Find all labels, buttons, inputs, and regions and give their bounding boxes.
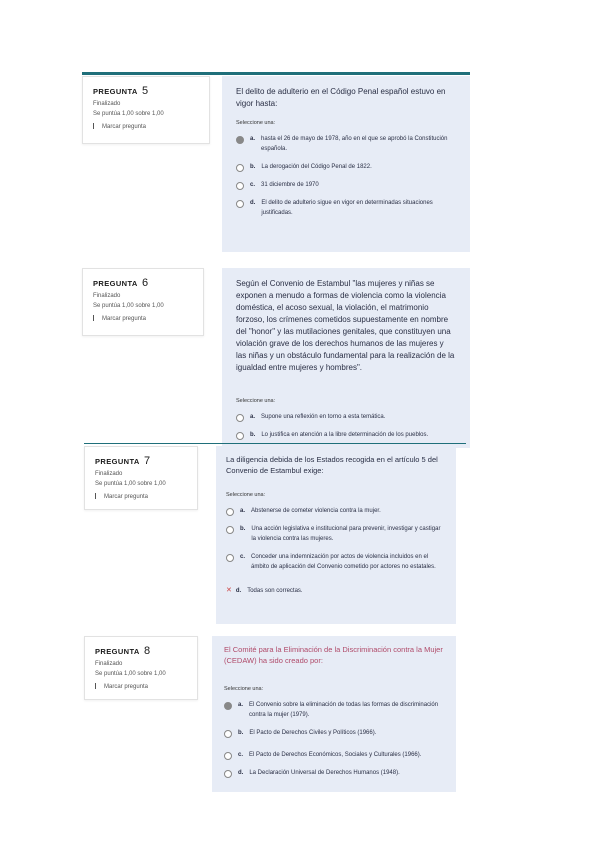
question-content-6 (222, 268, 470, 448)
flag-question-link[interactable]: Marcar pregunta (95, 683, 187, 690)
radio-button[interactable] (236, 200, 244, 208)
answer-option[interactable]: c. 31 diciembre de 1970 (236, 180, 456, 190)
flag-icon (95, 493, 101, 499)
radio-button[interactable] (226, 508, 234, 516)
select-one-label: Seleccione una: (224, 686, 264, 692)
question-status: Finalizado (93, 293, 121, 299)
page-separator (84, 443, 466, 444)
radio-button[interactable] (236, 164, 244, 172)
question-content-5 (222, 76, 470, 252)
radio-button[interactable] (224, 752, 232, 760)
radio-button[interactable] (236, 136, 244, 144)
top-accent-line (82, 72, 470, 75)
question-score: Se puntúa 1,00 sobre 1,00 (93, 303, 164, 309)
flag-icon (93, 123, 99, 129)
question-content-7 (216, 446, 456, 624)
question-score: Se puntúa 1,00 sobre 1,00 (93, 111, 164, 117)
question-title: PREGUNTA 8 (95, 645, 151, 657)
question-text: La diligencia debida de los Estados recogida en el artículo 5 del Convenio de Estambul exige: (226, 455, 438, 475)
question-text: Según el Convenio de Estambul "las mujeres y niñas se exponen a menudo a formas de violencia como la violencia doméstica, el acoso sexual, la violación, el matrimonio forzoso, los crímenes cometidos supuestamente en nombre del "honor" y las mutilaciones genitales, que constituyen una violación grave de los derechos humanos de las mujeres y las niñas y un obstáculo fundamental para la realización de la igualdad entre mujeres y hombres". (236, 279, 455, 372)
question-status: Finalizado (93, 101, 121, 107)
answer-option[interactable]: b. El Pacto de Derechos Civiles y Políticos (1966). (224, 728, 444, 738)
radio-button[interactable] (236, 182, 244, 190)
flag-icon (93, 315, 99, 321)
answer-option[interactable]: b. Una acción legislativa e institucional para prevenir, investigar y castigar la violencia contra las mujeres. (226, 524, 446, 544)
answer-option[interactable]: c. Conceder una indemnización por actos de violencia incluidos en el ámbito de aplicación del Convenio cometido por actores no estatales. (226, 552, 446, 572)
answer-option[interactable]: b. Lo justifica en atención a la libre determinación de los pueblos. (236, 430, 456, 440)
flag-question-link[interactable]: Marcar pregunta (93, 315, 193, 322)
flag-icon (95, 683, 101, 689)
incorrect-mark-icon: ✕ (226, 587, 232, 594)
answer-option[interactable]: d. La Declaración Universal de Derechos Humanos (1948). (224, 768, 444, 778)
question-status: Finalizado (95, 471, 123, 477)
answer-option[interactable]: a. Supone una reflexión en torno a esta temática. (236, 412, 456, 422)
answer-option[interactable]: a. El Convenio sobre la eliminación de todas las formas de discriminación contra la mujer (1979). (224, 700, 444, 720)
radio-button[interactable] (224, 730, 232, 738)
question-status: Finalizado (95, 661, 123, 667)
answer-option[interactable]: b. La derogación del Código Penal de 1822. (236, 162, 456, 172)
radio-button[interactable] (226, 554, 234, 562)
answer-option[interactable]: a. hasta el 26 de mayo de 1978, año en el que se aprobó la Constitución española. (236, 134, 456, 154)
radio-button[interactable] (236, 414, 244, 422)
select-one-label: Seleccione una: (236, 120, 276, 126)
question-text: El delito de adulterio en el Código Penal español estuvo en vigor hasta: (236, 87, 446, 108)
question-title: PREGUNTA 6 (93, 277, 149, 289)
question-score: Se puntúa 1,00 sobre 1,00 (95, 671, 166, 677)
flag-question-link[interactable]: Marcar pregunta (93, 123, 199, 130)
question-info-5 (82, 76, 210, 144)
question-content-8 (212, 636, 456, 792)
radio-button[interactable] (236, 432, 244, 440)
radio-button[interactable] (226, 526, 234, 534)
question-text: El Comité para la Eliminación de la Discriminación contra la Mujer (CEDAW) ha sido creado por: (224, 645, 443, 665)
question-title: PREGUNTA 5 (93, 85, 149, 97)
answer-option[interactable]: d. El delito de adulterio sigue en vigor en determinadas situaciones justificadas. (236, 198, 456, 218)
flag-question-link[interactable]: Marcar pregunta (95, 493, 187, 500)
radio-button[interactable] (224, 770, 232, 778)
radio-button[interactable] (224, 702, 232, 710)
select-one-label: Seleccione una: (236, 398, 276, 404)
question-info-8 (84, 636, 198, 700)
answer-option[interactable]: c. El Pacto de Derechos Económicos, Sociales y Culturales (1966). (224, 750, 444, 760)
question-info-6 (82, 268, 204, 336)
answer-option[interactable]: ✕ d. Todas son correctas. (226, 587, 303, 594)
question-score: Se puntúa 1,00 sobre 1,00 (95, 481, 166, 487)
question-info-7 (84, 446, 198, 510)
answer-option[interactable]: a. Abstenerse de cometer violencia contra la mujer. (226, 506, 446, 516)
select-one-label: Seleccione una: (226, 492, 266, 498)
question-title: PREGUNTA 7 (95, 455, 151, 467)
